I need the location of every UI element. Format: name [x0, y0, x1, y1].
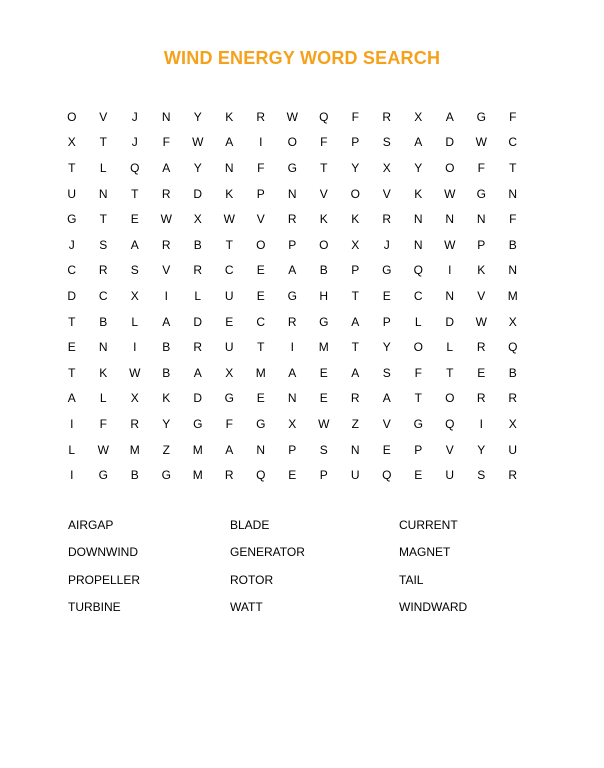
grid-letter: A	[382, 391, 391, 406]
grid-letter: T	[351, 288, 359, 303]
grid-letter: R	[193, 340, 203, 355]
grid-letter: B	[162, 365, 171, 380]
grid-letter: W	[475, 314, 487, 329]
grid-letter: N	[445, 288, 455, 303]
grid-letter: M	[507, 288, 518, 303]
grid-letter: A	[67, 391, 76, 406]
grid-letter: B	[319, 263, 328, 278]
grid-letter: J	[131, 109, 138, 124]
grid-letter: T	[351, 340, 359, 355]
grid-letter: K	[162, 391, 171, 406]
grid-letter: I	[448, 263, 452, 278]
grid-letter: T	[320, 160, 328, 175]
grid-letter: V	[382, 186, 391, 201]
grid-letter: T	[99, 135, 107, 150]
grid-letter: T	[509, 160, 517, 175]
grid-letter: M	[318, 340, 329, 355]
grid-letter: E	[256, 263, 265, 278]
grid-letter: O	[256, 237, 266, 252]
grid-letter: U	[224, 288, 234, 303]
grid-letter: P	[351, 135, 360, 150]
grid-letter: G	[319, 314, 329, 329]
grid-letter: F	[99, 416, 107, 431]
grid-letter: Y	[477, 442, 486, 457]
grid-letter: F	[509, 109, 517, 124]
grid-letter: X	[508, 314, 517, 329]
grid-letter: X	[351, 237, 360, 252]
grid-letter: D	[445, 314, 455, 329]
grid-letter: G	[256, 416, 266, 431]
grid-letter: P	[288, 237, 297, 252]
grid-letter: E	[319, 391, 328, 406]
grid-letter: G	[476, 109, 486, 124]
grid-letter: E	[130, 212, 139, 227]
grid-letter: R	[508, 468, 518, 483]
grid-letter: J	[131, 135, 138, 150]
grid-letter: Q	[319, 109, 329, 124]
grid-letter: S	[99, 237, 108, 252]
grid-letter: O	[67, 109, 77, 124]
grid-letter: N	[476, 212, 486, 227]
grid-letter: F	[509, 212, 517, 227]
grid-letter: G	[287, 160, 297, 175]
grid-row	[56, 411, 536, 437]
grid-letter: P	[351, 263, 360, 278]
grid-row	[56, 130, 536, 156]
grid-letter: G	[224, 391, 234, 406]
grid-letter: S	[477, 468, 486, 483]
grid-letter: Y	[162, 416, 171, 431]
grid-letter: O	[445, 160, 455, 175]
grid-letter: H	[319, 288, 329, 303]
grid-letter: C	[508, 135, 518, 150]
grid-row	[56, 206, 536, 232]
word-list-item: BLADE	[230, 518, 270, 532]
grid-letter: A	[225, 135, 234, 150]
grid-letter: V	[445, 442, 454, 457]
grid-letter: E	[67, 340, 76, 355]
grid-letter: K	[225, 109, 234, 124]
grid-letter: X	[288, 416, 297, 431]
grid-letter: G	[382, 263, 392, 278]
grid-letter: M	[129, 442, 140, 457]
grid-letter: T	[131, 186, 139, 201]
grid-letter: Z	[162, 442, 170, 457]
grid-letter: A	[351, 365, 360, 380]
grid-row	[56, 462, 536, 488]
grid-letter: J	[68, 237, 75, 252]
grid-letter: V	[99, 109, 108, 124]
grid-letter: N	[508, 186, 518, 201]
grid-letter: B	[508, 237, 517, 252]
grid-letter: L	[194, 288, 202, 303]
grid-letter: K	[477, 263, 486, 278]
grid-letter: P	[288, 442, 297, 457]
grid-row	[56, 360, 536, 386]
grid-letter: I	[70, 416, 74, 431]
grid-letter: E	[414, 468, 423, 483]
grid-letter: X	[414, 109, 423, 124]
grid-letter: P	[382, 314, 391, 329]
word-list-item: TURBINE	[68, 599, 121, 614]
grid-letter: R	[98, 263, 108, 278]
grid-letter: F	[414, 365, 422, 380]
grid-letter: G	[67, 212, 77, 227]
word-list-item: ROTOR	[230, 572, 274, 587]
word-list-item: PROPELLER	[68, 572, 141, 587]
grid-letter: X	[508, 416, 517, 431]
grid-letter: D	[193, 186, 203, 201]
grid-letter: G	[193, 416, 203, 431]
grid-letter: R	[287, 212, 297, 227]
grid-letter: R	[476, 391, 486, 406]
grid-letter: A	[288, 365, 297, 380]
grid-letter: X	[130, 288, 139, 303]
grid-letter: E	[319, 365, 328, 380]
grid-letter: B	[508, 365, 517, 380]
grid-letter: I	[164, 288, 168, 303]
grid-letter: F	[225, 416, 233, 431]
grid-letter: E	[382, 288, 391, 303]
grid-letter: V	[256, 212, 265, 227]
grid-letter: D	[67, 288, 77, 303]
grid-letter: A	[414, 135, 423, 150]
grid-letter: Y	[193, 160, 202, 175]
grid-row	[56, 181, 536, 207]
grid-letter: R	[161, 237, 171, 252]
grid-letter: U	[224, 340, 234, 355]
grid-letter: K	[319, 212, 328, 227]
grid-letter: Q	[130, 160, 140, 175]
grid-letter: N	[224, 160, 234, 175]
grid-letter: M	[192, 468, 203, 483]
grid-letter: B	[99, 314, 108, 329]
letter-grid	[56, 104, 536, 488]
grid-letter: G	[287, 288, 297, 303]
word-list-row	[68, 573, 568, 600]
grid-letter: Y	[351, 160, 360, 175]
grid-letter: W	[475, 135, 487, 150]
word-list-item: TAIL	[399, 572, 424, 587]
grid-letter: P	[477, 237, 486, 252]
grid-letter: R	[224, 468, 234, 483]
grid-letter: T	[68, 160, 76, 175]
grid-letter: Q	[413, 263, 423, 278]
grid-letter: T	[225, 237, 233, 252]
grid-letter: X	[225, 365, 234, 380]
grid-letter: K	[414, 186, 423, 201]
grid-letter: W	[129, 365, 141, 380]
grid-letter: F	[320, 135, 328, 150]
grid-letter: W	[444, 237, 456, 252]
grid-letter: N	[445, 212, 455, 227]
grid-letter: N	[508, 263, 518, 278]
grid-letter: N	[161, 109, 171, 124]
grid-letter: I	[479, 416, 483, 431]
grid-letter: P	[414, 442, 423, 457]
grid-letter: U	[445, 468, 455, 483]
grid-letter: L	[131, 314, 139, 329]
grid-letter: Y	[193, 109, 202, 124]
word-list-row	[68, 518, 568, 545]
grid-row	[56, 258, 536, 284]
grid-letter: I	[70, 468, 74, 483]
grid-letter: W	[97, 442, 109, 457]
page-title: WIND ENERGY WORD SEARCH	[163, 48, 441, 68]
grid-letter: R	[193, 263, 203, 278]
grid-letter: D	[193, 391, 203, 406]
grid-letter: S	[382, 365, 391, 380]
grid-letter: L	[414, 314, 422, 329]
grid-letter: A	[130, 237, 139, 252]
grid-letter: E	[382, 442, 391, 457]
grid-letter: M	[192, 442, 203, 457]
grid-letter: X	[193, 212, 202, 227]
grid-letter: L	[446, 340, 454, 355]
grid-letter: Y	[382, 340, 391, 355]
grid-letter: T	[68, 314, 76, 329]
grid-letter: F	[477, 160, 485, 175]
grid-letter: L	[68, 442, 76, 457]
grid-letter: E	[477, 365, 486, 380]
grid-letter: A	[162, 314, 171, 329]
word-list-item: MAGNET	[399, 545, 451, 560]
word-list-row	[68, 545, 568, 572]
word-list-row	[68, 600, 568, 627]
grid-letter: X	[67, 135, 76, 150]
grid-letter: Q	[382, 468, 392, 483]
grid-letter: F	[257, 160, 265, 175]
grid-letter: T	[446, 365, 454, 380]
grid-letter: D	[193, 314, 203, 329]
grid-letter: V	[382, 416, 391, 431]
grid-row	[56, 309, 536, 335]
grid-letter: X	[382, 160, 391, 175]
grid-letter: R	[382, 212, 392, 227]
grid-letter: Y	[414, 160, 423, 175]
grid-letter: T	[257, 340, 265, 355]
grid-letter: A	[445, 109, 454, 124]
word-list-item: DOWNWIND	[68, 545, 138, 560]
grid-letter: P	[256, 186, 265, 201]
grid-letter: E	[225, 314, 234, 329]
grid-letter: D	[445, 135, 455, 150]
grid-row	[56, 437, 536, 463]
grid-letter: E	[256, 288, 265, 303]
grid-letter: C	[256, 314, 266, 329]
grid-letter: O	[350, 186, 360, 201]
grid-letter: L	[99, 391, 107, 406]
grid-letter: G	[161, 468, 171, 483]
grid-letter: B	[193, 237, 202, 252]
word-list-item: AIRGAP	[68, 518, 114, 532]
grid-letter: R	[287, 314, 297, 329]
grid-letter: R	[508, 391, 518, 406]
grid-letter: R	[476, 340, 486, 355]
grid-letter: Q	[445, 416, 455, 431]
grid-letter: R	[382, 109, 392, 124]
word-list-item: WINDWARD	[399, 599, 468, 614]
grid-letter: W	[192, 135, 204, 150]
grid-letter: R	[256, 109, 266, 124]
grid-letter: V	[477, 288, 486, 303]
grid-row	[56, 386, 536, 412]
grid-letter: O	[287, 135, 297, 150]
word-list-item: GENERATOR	[230, 545, 305, 560]
grid-letter: S	[382, 135, 391, 150]
grid-letter: L	[99, 160, 107, 175]
grid-letter: N	[287, 186, 297, 201]
grid-row	[56, 155, 536, 181]
grid-letter: T	[68, 365, 76, 380]
grid-letter: K	[99, 365, 108, 380]
grid-letter: Q	[256, 468, 266, 483]
grid-letter: U	[508, 442, 518, 457]
grid-letter: W	[318, 416, 330, 431]
grid-letter: R	[350, 391, 360, 406]
grid-row	[56, 232, 536, 258]
grid-letter: P	[319, 468, 328, 483]
grid-letter: A	[288, 263, 297, 278]
grid-letter: E	[256, 391, 265, 406]
grid-letter: N	[287, 391, 297, 406]
grid-letter: Z	[351, 416, 359, 431]
grid-letter: V	[162, 263, 171, 278]
grid-letter: T	[414, 391, 422, 406]
grid-letter: G	[413, 416, 423, 431]
grid-letter: O	[445, 391, 455, 406]
grid-letter: W	[286, 109, 298, 124]
grid-letter: A	[193, 365, 202, 380]
grid-letter: C	[98, 288, 108, 303]
grid-letter: N	[350, 442, 360, 457]
word-list-item: WATT	[230, 599, 263, 614]
grid-letter: K	[351, 212, 360, 227]
grid-letter: G	[476, 186, 486, 201]
grid-letter: S	[130, 263, 139, 278]
grid-letter: W	[444, 186, 456, 201]
grid-row	[56, 104, 536, 130]
grid-letter: K	[225, 186, 234, 201]
grid-letter: B	[130, 468, 139, 483]
grid-letter: M	[255, 365, 266, 380]
grid-letter: S	[319, 442, 328, 457]
grid-letter: T	[99, 212, 107, 227]
grid-letter: F	[351, 109, 359, 124]
grid-letter: G	[98, 468, 108, 483]
grid-letter: C	[67, 263, 77, 278]
grid-letter: F	[162, 135, 170, 150]
grid-letter: N	[98, 186, 108, 201]
grid-letter: C	[224, 263, 234, 278]
grid-letter: J	[383, 237, 390, 252]
grid-letter: U	[67, 186, 77, 201]
grid-letter: O	[319, 237, 329, 252]
grid-row	[56, 283, 536, 309]
grid-letter: N	[413, 212, 423, 227]
grid-letter: W	[160, 212, 172, 227]
grid-letter: W	[223, 212, 235, 227]
grid-letter: E	[288, 468, 297, 483]
grid-letter: I	[133, 340, 137, 355]
grid-letter: I	[290, 340, 294, 355]
grid-letter: Q	[508, 340, 518, 355]
grid-letter: N	[413, 237, 423, 252]
grid-letter: N	[256, 442, 266, 457]
grid-letter: A	[162, 160, 171, 175]
word-list	[68, 518, 568, 627]
grid-letter: C	[413, 288, 423, 303]
grid-letter: I	[259, 135, 263, 150]
grid-letter: V	[319, 186, 328, 201]
word-list-item: CURRENT	[399, 518, 458, 532]
grid-letter: A	[225, 442, 234, 457]
grid-letter: A	[351, 314, 360, 329]
grid-letter: R	[161, 186, 171, 201]
grid-letter: X	[130, 391, 139, 406]
grid-row	[56, 334, 536, 360]
grid-letter: U	[350, 468, 360, 483]
grid-letter: O	[413, 340, 423, 355]
grid-letter: B	[162, 340, 171, 355]
grid-letter: R	[130, 416, 140, 431]
grid-letter: N	[98, 340, 108, 355]
